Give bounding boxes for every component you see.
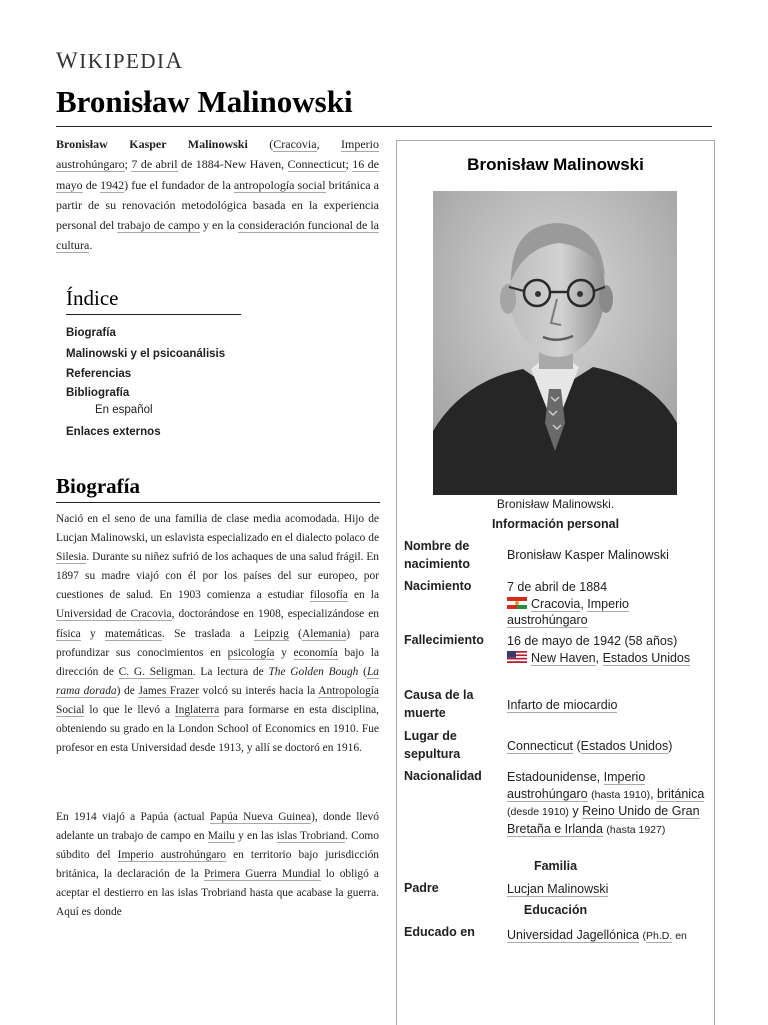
wikipedia-wordmark[interactable]: WIKIPEDIA: [56, 48, 184, 73]
birth-date: 7 de abril de 1884: [507, 580, 608, 594]
link-imperio[interactable]: Imperio austrohúngaro: [56, 137, 380, 172]
link-nac-imperio[interactable]: Imperio austrohúngaro: [507, 596, 629, 627]
subject-name: Bronisław Kasper Malinowski: [56, 137, 248, 151]
link-reino-unido[interactable]: Reino Unido de Gran Bretaña e Irlanda: [507, 804, 700, 836]
label-fallecimiento: Fallecimiento: [404, 633, 484, 647]
value-fallecimiento: 16 de mayo de 1942 (58 años) New Haven, Estados Unidos: [507, 634, 691, 665]
label-padre: Padre: [404, 881, 439, 895]
label-nacimiento: Nacimiento: [404, 579, 472, 593]
infobox-section-educacion: Educación: [523, 903, 588, 917]
link-connecticut[interactable]: Connecticut: [287, 157, 346, 172]
link-primera-guerra[interactable]: Primera Guerra Mundial: [204, 868, 321, 881]
section-heading-biografia: Biografía: [56, 474, 380, 503]
value-causa-muerte: [507, 697, 707, 714]
label-nacionalidad: Nacionalidad: [404, 769, 482, 783]
link-new-haven[interactable]: New Haven: [531, 650, 596, 665]
link-nacionalidad-imperio[interactable]: Imperio austrohúngaro: [507, 770, 646, 801]
link-leipzig[interactable]: Leipzig: [254, 627, 289, 640]
link-cracovia[interactable]: Cracovia: [273, 137, 317, 151]
link-inglaterra[interactable]: Inglaterra: [174, 703, 220, 716]
link-psicologia[interactable]: psicología: [227, 646, 275, 659]
link-birth-date[interactable]: 7 de abril: [131, 157, 178, 172]
value-nacimiento: 7 de abril de 1884 Cracovia, Imperio austrohúngaro: [507, 580, 629, 627]
link-britanica[interactable]: británica: [657, 786, 705, 801]
value-padre: [507, 881, 707, 898]
infobox-section-familia: Familia: [533, 859, 578, 873]
link-funcional[interactable]: consideración funcional de la cultura: [56, 218, 379, 253]
link-filosofia[interactable]: filosofía: [309, 589, 348, 602]
label-nombre-nacimiento: Nombre de nacimiento: [404, 539, 470, 571]
link-mailu[interactable]: Mailu: [207, 830, 236, 843]
table-of-contents: [66, 286, 241, 443]
link-alemania[interactable]: Alemania: [301, 627, 347, 640]
portrait-caption: Bronisław Malinowski.: [496, 497, 615, 511]
value-educado-en: Universidad Jagellónica (Ph.D. en: [507, 928, 687, 942]
bio-paragraph-1: Nació en el seno de una familia de clase media acomodada. Hijo de Lucjan Malinowski, un eslavista especializado en el dialecto polaco de Silesia. Durante su niñez sufrió de los achaques de una salud frágil. En 1897 su madre viajó con él por los países del sur europeo, por cuestiones de salud. En 1903 comienza a estudiar filosofía en la Universidad de Cracovia, doctorándose en 1908, especializándose en física y matemáticas. Se traslada a Leipzig (Alemania) para profundizar sus conocimientos en psicología y economía bajo la dirección de C. G. Seligman. La lectura de The Golden Bough (La rama dorada) de James Frazer volcó su interés hacia la Antropología Social lo que le llevó a Inglaterra para formarse en esta disciplina, obteniendo su grado en la London School of Economics en 1910. Fue profesor en esta Universidad desde 1913, y allí se doctoró en 1916.: [56, 513, 380, 755]
lead-paragraph: Bronisław Kasper Malinowski (Cracovia, Imperio austrohúngaro; 7 de abril de 1884-New Haven, Connecticut; 16 de mayo de 1942) fue el fundador de la antropología social británica a partir de su renovación metodológica basada en la experiencia personal del trabajo de campo y en la consideración funcional de la cultura.: [56, 137, 380, 253]
toc-item-biografia[interactable]: Biografía: [66, 327, 116, 339]
label-causa-muerte: Causa de la muerte: [404, 688, 474, 720]
toc-item-enlaces[interactable]: Enlaces externos: [66, 426, 161, 439]
label-educado-en: Educado en: [404, 925, 475, 939]
link-seligman[interactable]: C. G. Seligman: [118, 665, 193, 678]
toc-item-psicoanalisis[interactable]: Malinowski y el psicoanálisis: [66, 347, 226, 360]
link-economia[interactable]: economía: [293, 646, 338, 659]
portrait-photo[interactable]: [433, 191, 677, 495]
infobox-section-personal: Información personal: [491, 517, 620, 531]
toc-subitem-espanol[interactable]: En español: [95, 404, 153, 417]
link-universidad-cracovia[interactable]: Universidad de Cracovia: [56, 608, 172, 621]
link-frazer[interactable]: James Frazer: [138, 684, 199, 697]
toc-item-referencias[interactable]: Referencias: [66, 368, 132, 381]
toc-item-bibliografia[interactable]: Bibliografía: [66, 387, 130, 400]
link-trabajo-campo[interactable]: trabajo de campo: [117, 218, 200, 233]
link-antropologia[interactable]: Antropología Social: [56, 684, 379, 716]
austria-hungary-flag-icon: [507, 597, 527, 609]
value-lugar-sepultura: Connecticut (Estados Unidos): [507, 739, 673, 753]
link-sepultura-connecticut[interactable]: Connecticut: [507, 739, 574, 753]
link-nac-cracovia[interactable]: Cracovia: [531, 596, 581, 611]
link-matematicas[interactable]: matemáticas: [105, 627, 162, 640]
link-imperio-austrohungaro[interactable]: Imperio austrohúngaro: [117, 849, 226, 862]
link-infarto[interactable]: Infarto de miocardio: [507, 698, 618, 712]
link-fisica[interactable]: física: [56, 627, 81, 640]
infobox: [396, 140, 715, 1025]
link-death-date[interactable]: 16 de mayo: [56, 157, 379, 192]
link-phd[interactable]: Ph.D.: [646, 930, 673, 942]
page-title: Bronisław Malinowski: [56, 84, 353, 119]
value-nacionalidad: Estadounidense, Imperio austrohúngaro (hasta 1910), británica (desde 1910) y Reino Unido de Gran Bretaña e Irlanda (hasta 1927): [507, 770, 705, 836]
infobox-title: Bronisław Malinowski: [467, 155, 644, 174]
link-1942[interactable]: 1942: [100, 177, 125, 192]
toc-title: Índice: [66, 286, 241, 315]
link-jagellonica[interactable]: Universidad Jagellónica: [507, 928, 640, 942]
link-silesia[interactable]: Silesia: [56, 551, 87, 564]
link-lucjan[interactable]: Lucjan Malinowski: [507, 882, 609, 896]
link-antropologia-social[interactable]: antropología social: [233, 177, 326, 192]
link-papua[interactable]: Papúa Nueva Guinea: [210, 811, 312, 823]
title-divider: [56, 126, 712, 127]
link-estados-unidos[interactable]: Estados Unidos: [602, 650, 691, 665]
value-nombre-nacimiento: Bronisław Kasper Malinowski: [507, 548, 669, 562]
bio-paragraph-2: En 1914 viajó a Papúa (actual Papúa Nueva Guinea), donde llevó adelante un trabajo de campo en Mailu y en las islas Trobriand. Como súbdito del Imperio austrohúngaro en territorio bajo jurisdicción británica, la declaración de la Primera Guerra Mundial lo obligó a aceptar el destierro en las islas Trobriand hasta que acabase la guerra. Aquí es donde: [56, 811, 379, 919]
usa-flag-icon: [507, 651, 527, 663]
label-lugar-sepultura: Lugar de sepultura: [404, 729, 461, 761]
death-date: 16 de mayo de 1942 (58 años): [507, 634, 678, 648]
link-rama-dorada[interactable]: La rama dorada: [56, 665, 379, 697]
link-islas-trobriand[interactable]: islas Trobriand: [276, 830, 346, 843]
link-sepultura-eeuu[interactable]: Estados Unidos: [580, 739, 669, 753]
